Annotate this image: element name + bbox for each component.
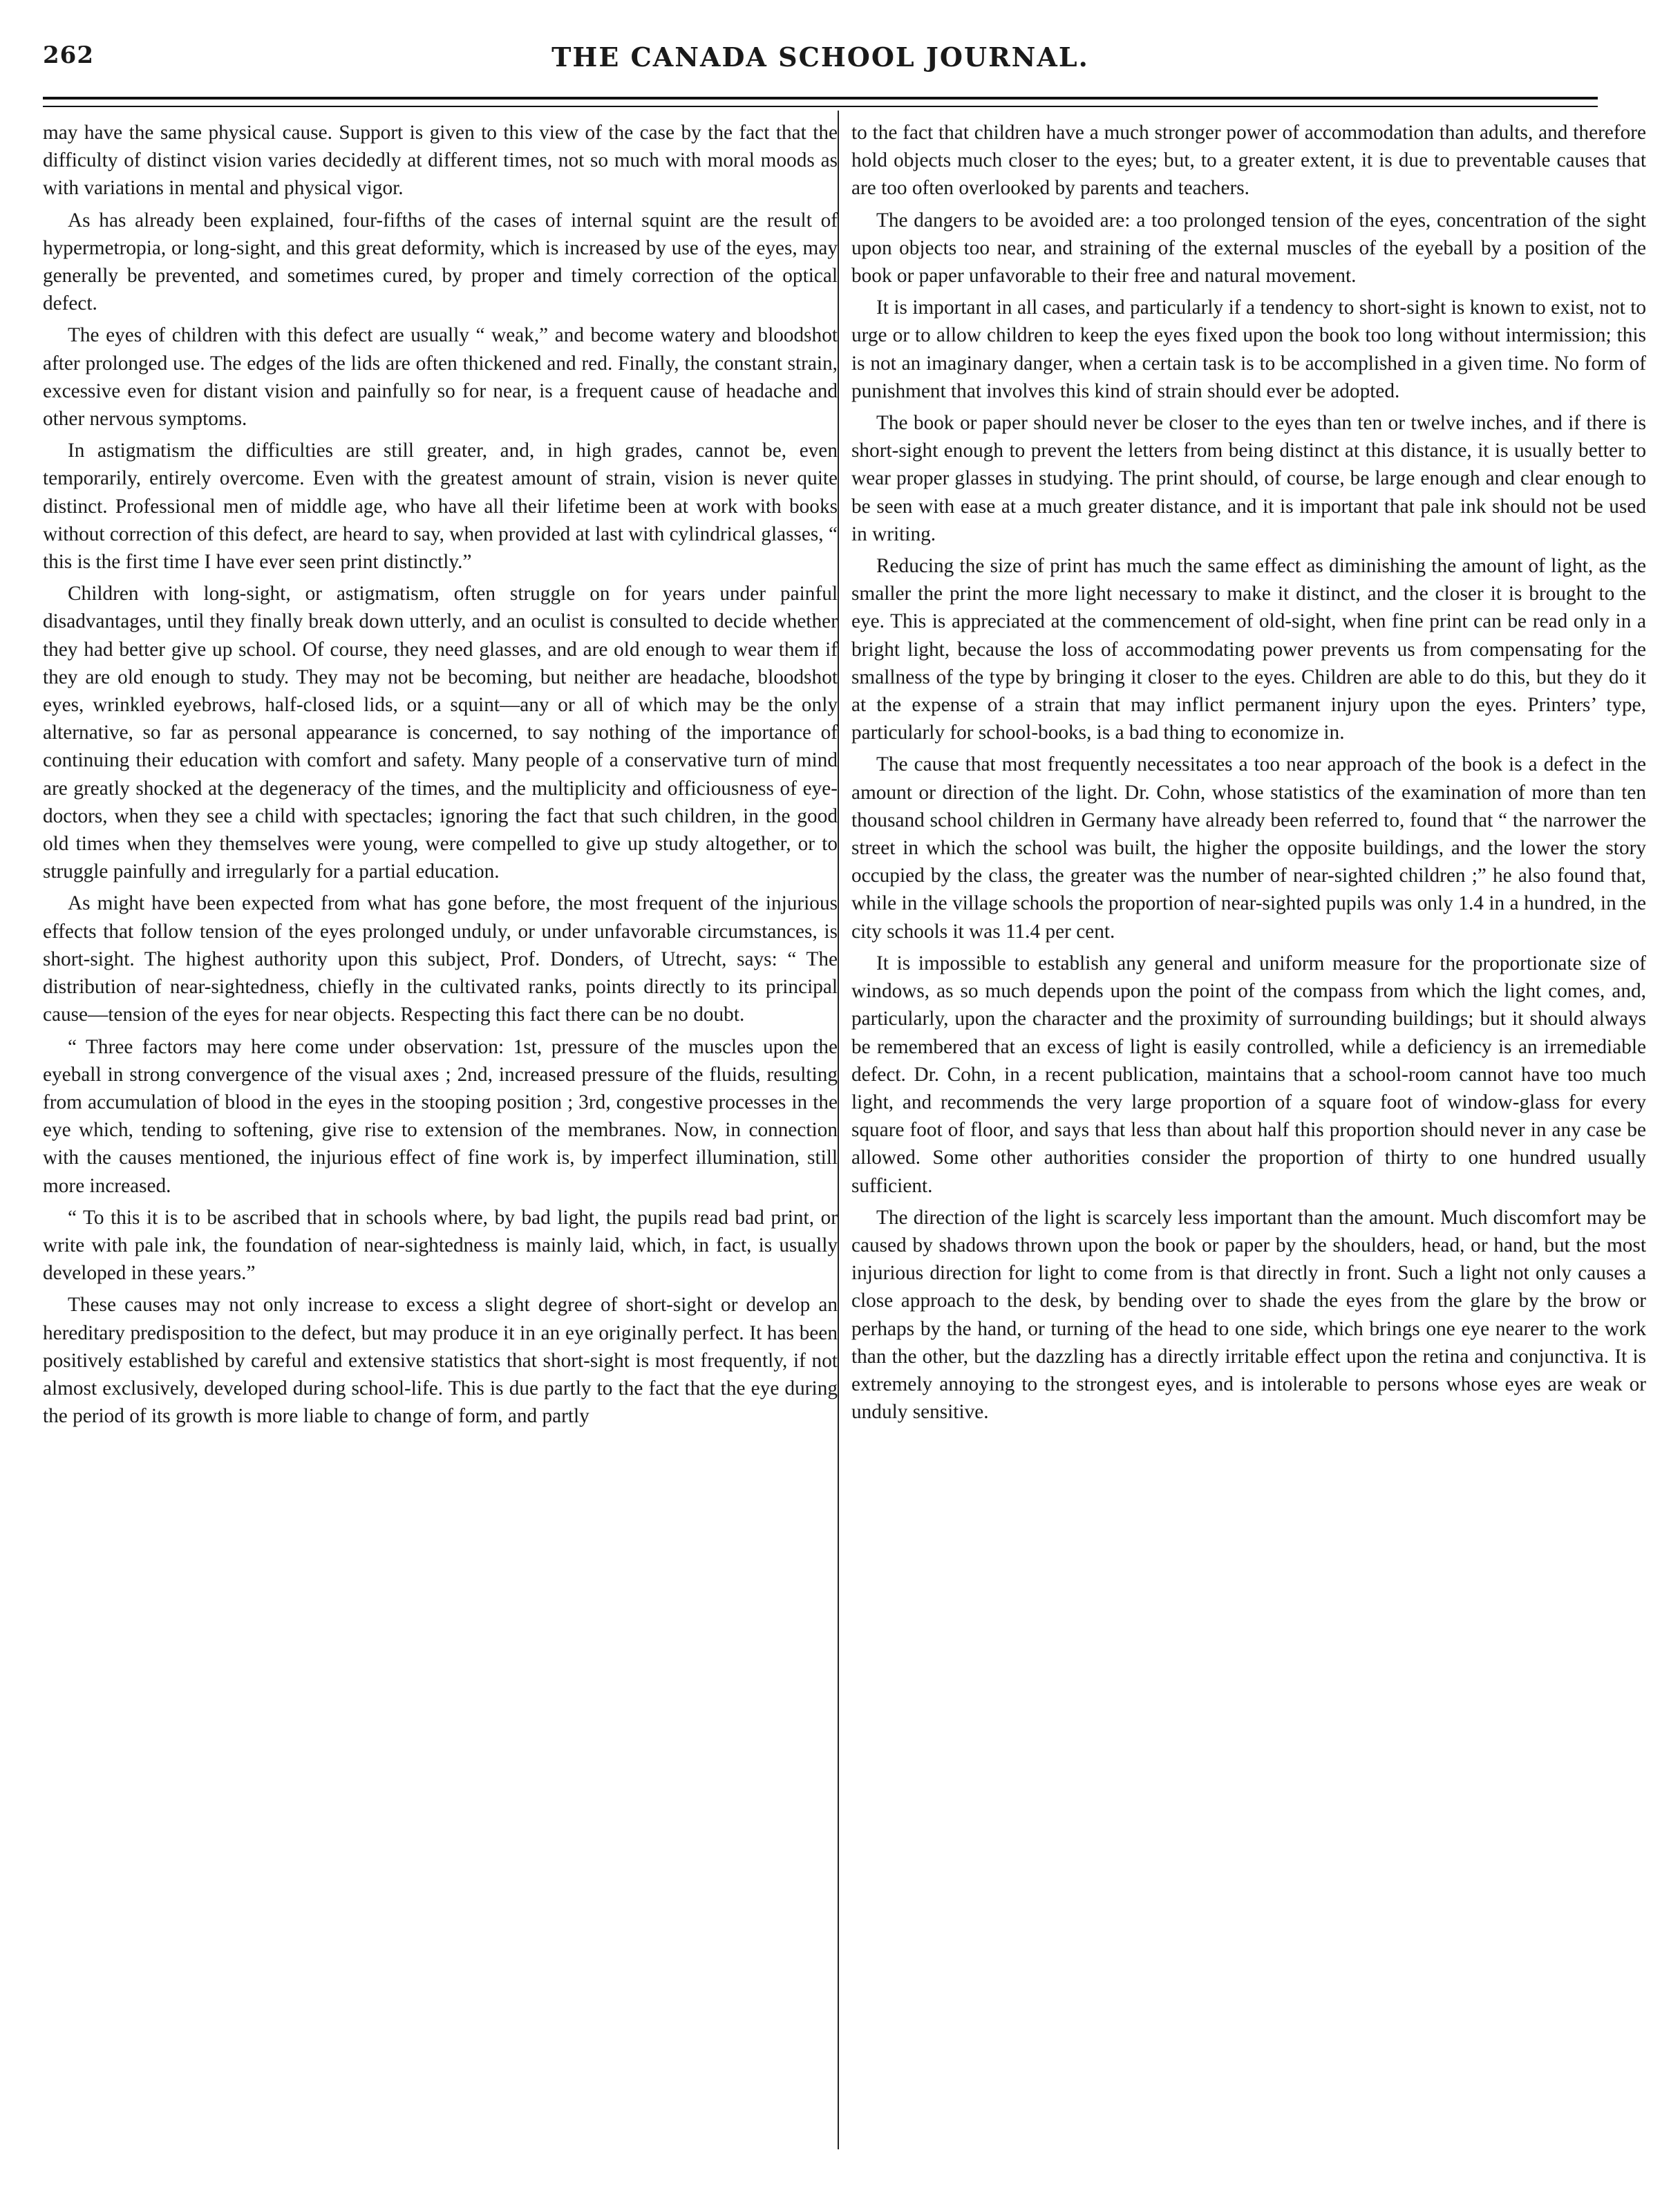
- page-header: [43, 41, 1598, 83]
- journal-title: THE CANADA SCHOOL JOURNAL.: [551, 41, 1089, 73]
- left-column: [43, 119, 838, 1434]
- page-number: 262: [43, 41, 94, 69]
- right-column: [851, 119, 1646, 1430]
- quoted-paragraph: “ Three factors may here come under observation: 1st, pressure of the muscles upon the eyeball in strong convergence of the visual axes ; 2nd, increased pressure of the fluids, resulting from accumulation of blood in the eyes in the stooping position ; 3rd, congestive processes in the eye which, tending to softening, give rise to extension of the membranes. Now, in connection with the causes mentioned, the injurious effect of fine work is, by imperfect illumination, still more increased.: [43, 1035, 838, 1197]
- paragraph: It is impossible to establish any general and uniform measure for the proportionate size of windows, as so much depends upon the point of the compass from which the light comes, and, particularly, upon the character and the proximity of surrounding buildings; but it should always be remembered that an excess of light is easily controlled, while a deficiency is an irremediable defect. Dr. Cohn, in a recent publication, maintains that a school-room cannot have too much light, and recommends the very large proportion of a square foot of window-glass for every square foot of floor, and says that less than about half this proportion should never in any case be allowed. Some other authorities consider the proportion of thirty to one hundred usually sufficient.: [851, 952, 1646, 1197]
- paragraph: As has already been explained, four-fifths of the cases of internal squint are the result of hypermetropia, or long-sight, and this great deformity, which is increased by use of the eyes, may generally be prevented, and sometimes cured, by proper and timely correction of the optical defect.: [43, 209, 838, 315]
- header-rule-thin: [43, 106, 1598, 107]
- paragraph: Reducing the size of print has much the same effect as diminishing the amount of light, as the smaller the print the more light necessary to make it distinct, and the closer it is brought to the eye. This is appreciated at the commencement of old-sight, when fine print can be read only in a bright light, because the loss of accommodating power prevents us from compensating for the smallness of the type by bringing it closer to the eyes. Children are able to do this, but they do it at the expense of a strain that may inflict permanent injury upon the eyes. Printers’ type, particularly for school-books, is a bad thing to economize in.: [851, 555, 1646, 744]
- paragraph: The dangers to be avoided are: a too prolonged tension of the eyes, concentration of the sight upon objects too near, and straining of the external muscles of the eyeball by a position of the book or paper unfavorable to their free and natural movement.: [851, 209, 1646, 287]
- paragraph: These causes may not only increase to excess a slight degree of short-sight or develop an hereditary predisposition to the defect, but may produce it in an eye originally perfect. It has been positively established by careful and extensive statistics that short-sight is most frequently, if not almost exclusively, developed during school-life. This is due partly to the fact that the eye during the period of its growth is more liable to change of form, and partly: [43, 1294, 838, 1428]
- paragraph: In astigmatism the difficulties are still greater, and, in high grades, cannot be, even temporarily, entirely overcome. Even with the greatest amount of strain, vision is never quite distinct. Professional men of middle age, who have all their lifetime been at work with books without correction of this defect, are heard to say, when provided at last with cylindrical glasses, “ this is the first time I have ever seen print distinctly.”: [43, 440, 838, 574]
- paragraph: to the fact that children have a much stronger power of accommodation than adults, and therefore hold objects much closer to the eyes; but, to a greater extent, it is due to preventable causes that are too often overlooked by parents and teachers.: [851, 122, 1646, 200]
- paragraph: may have the same physical cause. Support is given to this view of the case by the fact that the difficulty of distinct vision varies decidedly at different times, not so much with moral moods as with variations in mental and physical vigor.: [43, 122, 838, 200]
- quoted-paragraph: “ To this it is to be ascribed that in schools where, by bad light, the pupils read bad print, or write with pale ink, the foundation of near-sightedness is mainly laid, which, in fact, is usually developed in these years.”: [43, 1206, 838, 1285]
- paragraph: It is important in all cases, and particularly if a tendency to short-sight is known to exist, not to urge or to allow children to keep the eyes fixed upon the book too long without intermission; this is not an imaginary danger, when a certain task is to be accomplished in a given time. No form of punishment that involves this kind of strain should ever be adopted.: [851, 296, 1646, 402]
- paragraph: As might have been expected from what has gone before, the most frequent of the injurious effects that follow tension of the eyes prolonged unduly, or under unfavorable circumstances, is short-sight. The highest authority upon this subject, Prof. Donders, of Utrecht, says: “ The distribution of near-sightedness, chiefly in the cultivated ranks, points directly to its principal cause—tension of the eyes for near objects. Respecting this fact there can be no doubt.: [43, 892, 838, 1026]
- column-divider: [838, 111, 839, 2149]
- paragraph: The direction of the light is scarcely less important than the amount. Much discomfort may be caused by shadows thrown upon the book or paper by the shoulders, head, or hand, but the most injurious direction for light to come from is that directly in front. Such a light not only causes a close approach to the desk, by bending over to shade the eyes from the glare by the brow or perhaps by the hand, or turning of the head to one side, which brings one eye nearer to the work than the other, but the dazzling has a directly irritable effect upon the retina and conjunctiva. It is extremely annoying to the strongest eyes, and is intolerable to persons whose eyes are weak or unduly sensitive.: [851, 1206, 1646, 1424]
- paragraph: The cause that most frequently necessitates a too near approach of the book is a defect in the amount or direction of the light. Dr. Cohn, whose statistics of the examination of more than ten thousand school children in Germany have already been referred to, found that “ the narrower the street in which the school was built, the higher the opposite buildings, and the lower the story occupied by the class, the greater was the number of near-sighted children ;” he also found that, while in the village schools the proportion of near-sighted pupils was only 1.4 in a hundred, in the city schools it was 11.4 per cent.: [851, 753, 1646, 943]
- paragraph: The eyes of children with this defect are usually “ weak,” and become watery and bloodshot after prolonged use. The edges of the lids are often thickened and red. Finally, the constant strain, excessive even for distant vision and painfully so for near, is a frequent cause of headache and other nervous symptoms.: [43, 324, 838, 431]
- header-rule-thick: [43, 97, 1598, 100]
- paragraph: Children with long-sight, or astigmatism, often struggle on for years under painful disadvantages, until they finally break down utterly, and an oculist is consulted to decide whether they had better give up school. Of course, they need glasses, and are old enough to wear them if they are old enough to study. They may not be becoming, but neither are headache, bloodshot eyes, wrinkled eyebrows, half-closed lids, or a squint—any or all of which may be the only alternative, so far as personal appearance is concerned, to say nothing of the importance of continuing their education with comfort and safety. Many people of a conservative turn of mind are greatly shocked at the degeneracy of the times, and the multiplicity and officiousness of eye-doctors, when they see a child with spectacles; ignoring the fact that such children, in the good old times when they themselves were young, were compelled to give up study altogether, or to struggle painfully and irregularly for a partial education.: [43, 583, 838, 883]
- paragraph: The book or paper should never be closer to the eyes than ten or twelve inches, and if there is short-sight enough to prevent the letters from being distinct at this distance, it is usually better to wear proper glasses in studying. The print should, of course, be large enough and clear enough to be seen with ease at a much greater distance, and it is important that pale ink should not be used in writing.: [851, 412, 1646, 545]
